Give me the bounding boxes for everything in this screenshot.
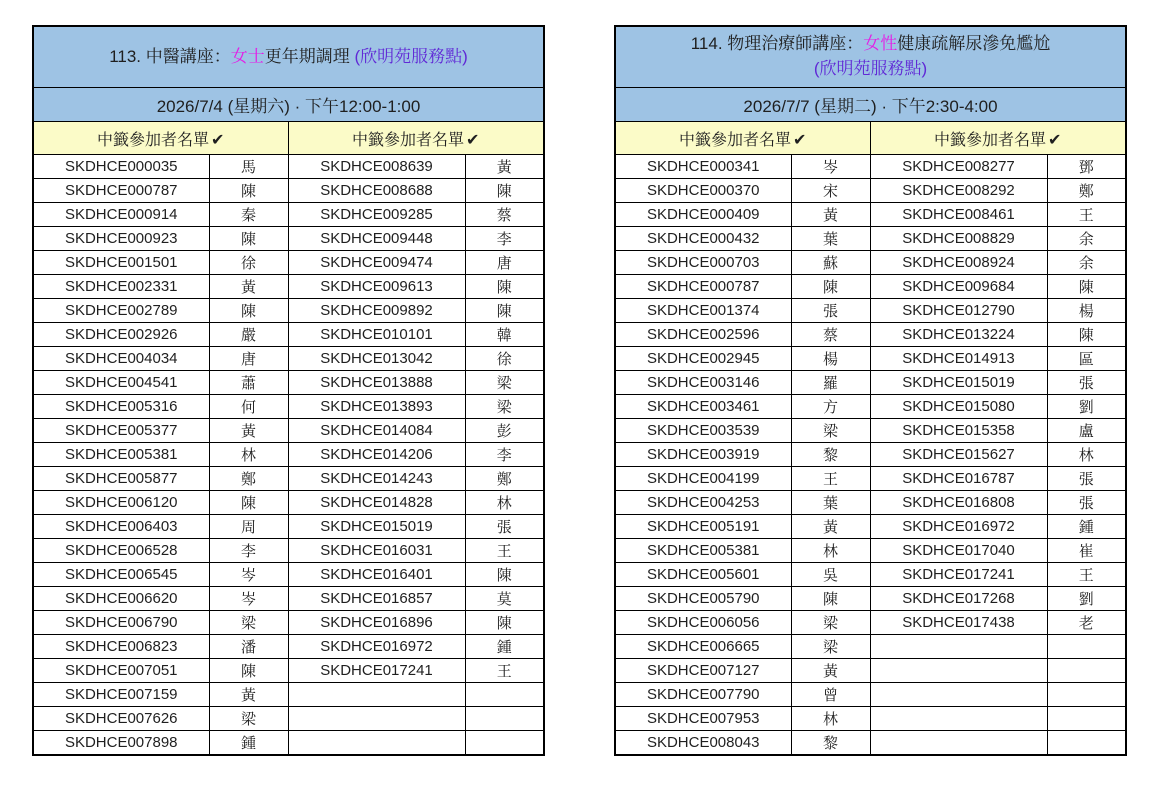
table-row xyxy=(615,683,1126,707)
participant-id-cell: SKDHCE005877 xyxy=(33,467,209,491)
participant-surname-cell xyxy=(1047,659,1126,683)
participant-id-cell: SKDHCE000370 xyxy=(615,179,791,203)
table-row xyxy=(615,587,1126,611)
participant-surname-cell: 區 xyxy=(1047,347,1126,371)
participant-id-cell: SKDHCE015080 xyxy=(870,395,1047,419)
participant-surname-cell: 梁 xyxy=(465,395,544,419)
table-row xyxy=(615,227,1126,251)
lecture-title xyxy=(33,26,544,88)
check-icon: ✔ xyxy=(1048,131,1062,149)
participant-id-cell: SKDHCE003919 xyxy=(615,443,791,467)
title-segment: (欣明苑服務點) xyxy=(354,46,468,66)
title-row xyxy=(615,26,1126,88)
table-row xyxy=(615,515,1126,539)
participant-surname-cell xyxy=(465,731,544,755)
participant-surname-cell: 陳 xyxy=(209,227,288,251)
participant-id-cell: SKDHCE017438 xyxy=(870,611,1047,635)
table-row xyxy=(33,275,544,299)
participant-surname-cell: 余 xyxy=(1047,227,1126,251)
table-row xyxy=(33,467,544,491)
participant-surname-cell: 嚴 xyxy=(209,323,288,347)
participant-id-cell: SKDHCE001374 xyxy=(615,299,791,323)
participant-surname-cell: 梁 xyxy=(465,371,544,395)
participant-surname-cell: 黃 xyxy=(791,203,870,227)
title-segment: 健康疏解尿滲免尷尬 xyxy=(897,34,1051,54)
participant-id-cell: SKDHCE014243 xyxy=(288,467,465,491)
participant-id-cell: SKDHCE006823 xyxy=(33,635,209,659)
column-header-label: 中籤參加者名單 xyxy=(679,131,792,149)
participant-id-cell: SKDHCE008924 xyxy=(870,251,1047,275)
datetime-row xyxy=(33,88,544,122)
table-row xyxy=(33,155,544,179)
title-segment: (欣明苑服務點) xyxy=(813,59,928,78)
participant-id-cell: SKDHCE000341 xyxy=(615,155,791,179)
participant-id-cell: SKDHCE016972 xyxy=(288,635,465,659)
participant-surname-cell: 陳 xyxy=(791,275,870,299)
participant-surname-cell: 韓 xyxy=(465,323,544,347)
participant-id-cell: SKDHCE013042 xyxy=(288,347,465,371)
participant-surname-cell: 陳 xyxy=(209,491,288,515)
participant-surname-cell: 陳 xyxy=(1047,275,1126,299)
participant-surname-cell: 鄭 xyxy=(1047,179,1126,203)
participant-surname-cell: 林 xyxy=(791,539,870,563)
participant-surname-cell: 李 xyxy=(209,539,288,563)
participant-id-cell: SKDHCE009285 xyxy=(288,203,465,227)
participant-id-cell: SKDHCE008639 xyxy=(288,155,465,179)
participant-surname-cell: 陳 xyxy=(465,611,544,635)
participant-id-cell: SKDHCE002331 xyxy=(33,275,209,299)
table-row xyxy=(615,275,1126,299)
participant-id-cell: SKDHCE007790 xyxy=(615,683,791,707)
participant-id-cell: SKDHCE006545 xyxy=(33,563,209,587)
participant-surname-cell: 黃 xyxy=(465,155,544,179)
table-row xyxy=(33,251,544,275)
participant-id-cell xyxy=(288,707,465,731)
table-row xyxy=(33,227,544,251)
participant-id-cell: SKDHCE007127 xyxy=(615,659,791,683)
table-row xyxy=(33,203,544,227)
participant-surname-cell: 黃 xyxy=(791,659,870,683)
participant-surname-cell: 宋 xyxy=(791,179,870,203)
participant-id-cell: SKDHCE016857 xyxy=(288,587,465,611)
table-row xyxy=(33,707,544,731)
table-row xyxy=(33,419,544,443)
participant-id-cell: SKDHCE000432 xyxy=(615,227,791,251)
participant-id-cell: SKDHCE007953 xyxy=(615,707,791,731)
participant-id-cell: SKDHCE006528 xyxy=(33,539,209,563)
participant-id-cell: SKDHCE016401 xyxy=(288,563,465,587)
table-row xyxy=(615,155,1126,179)
title-segment: 114. 物理治療師講座： xyxy=(690,34,864,54)
participant-id-cell: SKDHCE008292 xyxy=(870,179,1047,203)
participant-id-cell: SKDHCE012790 xyxy=(870,299,1047,323)
table-row xyxy=(33,395,544,419)
participant-surname-cell: 王 xyxy=(465,659,544,683)
table-row xyxy=(33,683,544,707)
table-row xyxy=(33,731,544,755)
participant-surname-cell: 何 xyxy=(209,395,288,419)
participant-id-cell: SKDHCE013888 xyxy=(288,371,465,395)
participant-id-cell: SKDHCE005790 xyxy=(615,587,791,611)
participant-surname-cell: 潘 xyxy=(209,635,288,659)
participant-id-cell: SKDHCE014828 xyxy=(288,491,465,515)
participant-surname-cell: 陳 xyxy=(209,299,288,323)
participant-id-cell xyxy=(288,731,465,755)
table-row xyxy=(33,443,544,467)
participant-surname-cell: 梁 xyxy=(791,419,870,443)
lecture-title-text xyxy=(616,32,1125,81)
table-row xyxy=(615,371,1126,395)
participant-id-cell xyxy=(288,683,465,707)
participant-id-cell: SKDHCE002926 xyxy=(33,323,209,347)
participant-id-cell xyxy=(870,707,1047,731)
participant-id-cell: SKDHCE009474 xyxy=(288,251,465,275)
participant-id-cell: SKDHCE004541 xyxy=(33,371,209,395)
participant-surname-cell xyxy=(1047,731,1126,755)
participant-surname-cell: 黃 xyxy=(209,419,288,443)
column-header xyxy=(33,122,288,155)
participant-id-cell: SKDHCE000035 xyxy=(33,155,209,179)
participant-id-cell: SKDHCE004199 xyxy=(615,467,791,491)
title-segment: 女士 xyxy=(230,46,265,66)
check-icon: ✔ xyxy=(466,131,480,149)
participant-id-cell: SKDHCE016787 xyxy=(870,467,1047,491)
column-header-row xyxy=(615,122,1126,155)
participant-surname-cell: 岑 xyxy=(791,155,870,179)
participant-surname-cell xyxy=(465,707,544,731)
participant-id-cell: SKDHCE016808 xyxy=(870,491,1047,515)
participant-surname-cell: 岑 xyxy=(209,587,288,611)
participant-id-cell: SKDHCE008688 xyxy=(288,179,465,203)
participant-id-cell: SKDHCE006620 xyxy=(33,587,209,611)
participant-id-cell: SKDHCE013224 xyxy=(870,323,1047,347)
check-icon: ✔ xyxy=(211,131,225,149)
participant-surname-cell: 盧 xyxy=(1047,419,1126,443)
participant-surname-cell: 劉 xyxy=(1047,395,1126,419)
participant-surname-cell: 王 xyxy=(465,539,544,563)
participant-id-cell: SKDHCE014913 xyxy=(870,347,1047,371)
participant-surname-cell: 蔡 xyxy=(465,203,544,227)
participant-id-cell: SKDHCE005191 xyxy=(615,515,791,539)
participant-surname-cell: 王 xyxy=(1047,563,1126,587)
participant-surname-cell: 陳 xyxy=(465,299,544,323)
lecture-title-text xyxy=(34,45,543,70)
table-row xyxy=(33,371,544,395)
participant-id-cell: SKDHCE002945 xyxy=(615,347,791,371)
participant-surname-cell: 陳 xyxy=(209,179,288,203)
participants-table xyxy=(614,25,1127,756)
participant-surname-cell: 徐 xyxy=(465,347,544,371)
participant-id-cell: SKDHCE014206 xyxy=(288,443,465,467)
table-row xyxy=(615,419,1126,443)
participant-id-cell: SKDHCE008043 xyxy=(615,731,791,755)
participant-surname-cell: 秦 xyxy=(209,203,288,227)
participant-id-cell: SKDHCE016896 xyxy=(288,611,465,635)
lecture-114-table xyxy=(614,25,1125,756)
participant-id-cell: SKDHCE017268 xyxy=(870,587,1047,611)
column-header-label: 中籤參加者名單 xyxy=(934,131,1047,149)
participant-surname-cell: 鄭 xyxy=(465,467,544,491)
participant-surname-cell xyxy=(1047,683,1126,707)
participant-id-cell: SKDHCE002596 xyxy=(615,323,791,347)
participant-surname-cell: 林 xyxy=(465,491,544,515)
participant-surname-cell: 鍾 xyxy=(465,635,544,659)
participant-surname-cell: 方 xyxy=(791,395,870,419)
participant-surname-cell: 陳 xyxy=(791,587,870,611)
participant-id-cell: SKDHCE017040 xyxy=(870,539,1047,563)
table-row xyxy=(33,563,544,587)
participant-id-cell: SKDHCE003539 xyxy=(615,419,791,443)
participant-id-cell xyxy=(870,635,1047,659)
participant-surname-cell: 蘇 xyxy=(791,251,870,275)
participants-body xyxy=(33,155,544,755)
table-row xyxy=(615,611,1126,635)
participant-surname-cell: 梁 xyxy=(209,611,288,635)
participant-surname-cell: 周 xyxy=(209,515,288,539)
table-row xyxy=(33,347,544,371)
participant-id-cell: SKDHCE015019 xyxy=(288,515,465,539)
participant-surname-cell: 梁 xyxy=(791,611,870,635)
participant-id-cell xyxy=(870,683,1047,707)
column-header-row xyxy=(33,122,544,155)
participant-id-cell: SKDHCE007898 xyxy=(33,731,209,755)
participant-surname-cell: 張 xyxy=(1047,491,1126,515)
participant-id-cell: SKDHCE009448 xyxy=(288,227,465,251)
participant-surname-cell: 余 xyxy=(1047,251,1126,275)
participant-id-cell: SKDHCE007159 xyxy=(33,683,209,707)
participant-surname-cell: 陳 xyxy=(465,563,544,587)
participant-surname-cell: 蕭 xyxy=(209,371,288,395)
participant-surname-cell: 劉 xyxy=(1047,587,1126,611)
table-row xyxy=(615,251,1126,275)
participant-surname-cell: 張 xyxy=(465,515,544,539)
participant-surname-cell: 楊 xyxy=(791,347,870,371)
participant-id-cell: SKDHCE005316 xyxy=(33,395,209,419)
table-row xyxy=(33,635,544,659)
participant-surname-cell: 李 xyxy=(465,443,544,467)
participant-surname-cell: 蔡 xyxy=(791,323,870,347)
table-row xyxy=(615,659,1126,683)
table-row xyxy=(33,587,544,611)
table-row xyxy=(615,323,1126,347)
title-segment: 更年期調理 xyxy=(264,46,355,66)
participant-id-cell: SKDHCE006790 xyxy=(33,611,209,635)
participant-surname-cell: 梁 xyxy=(791,635,870,659)
participant-id-cell: SKDHCE017241 xyxy=(870,563,1047,587)
participant-surname-cell: 王 xyxy=(1047,203,1126,227)
participant-surname-cell: 鍾 xyxy=(1047,515,1126,539)
table-row xyxy=(615,539,1126,563)
participant-id-cell: SKDHCE006056 xyxy=(615,611,791,635)
participant-surname-cell xyxy=(1047,635,1126,659)
table-row xyxy=(33,611,544,635)
participant-id-cell: SKDHCE005381 xyxy=(33,443,209,467)
participant-id-cell: SKDHCE003461 xyxy=(615,395,791,419)
table-row xyxy=(615,563,1126,587)
participant-surname-cell: 張 xyxy=(1047,467,1126,491)
participant-id-cell: SKDHCE013893 xyxy=(288,395,465,419)
participant-surname-cell: 鄧 xyxy=(1047,155,1126,179)
participant-surname-cell: 崔 xyxy=(1047,539,1126,563)
table-row xyxy=(615,179,1126,203)
participant-surname-cell: 羅 xyxy=(791,371,870,395)
title-segment: 女性 xyxy=(863,34,898,54)
participants-body xyxy=(615,155,1126,755)
participants-table xyxy=(32,25,545,756)
participant-surname-cell: 彭 xyxy=(465,419,544,443)
table-row xyxy=(615,731,1126,755)
table-row xyxy=(615,347,1126,371)
lecture-113-table xyxy=(32,25,542,756)
participant-id-cell: SKDHCE015019 xyxy=(870,371,1047,395)
participant-surname-cell: 岑 xyxy=(209,563,288,587)
participant-id-cell: SKDHCE009613 xyxy=(288,275,465,299)
participant-surname-cell: 王 xyxy=(791,467,870,491)
participant-surname-cell: 張 xyxy=(1047,371,1126,395)
table-row xyxy=(615,299,1126,323)
lecture-datetime: 2026/7/7 (星期二) · 下午2:30-4:00 xyxy=(615,88,1126,122)
table-row xyxy=(33,539,544,563)
table-row xyxy=(615,203,1126,227)
participant-surname-cell: 葉 xyxy=(791,227,870,251)
participant-id-cell: SKDHCE007051 xyxy=(33,659,209,683)
participant-id-cell: SKDHCE005381 xyxy=(615,539,791,563)
participant-id-cell: SKDHCE005377 xyxy=(33,419,209,443)
participant-surname-cell: 梁 xyxy=(209,707,288,731)
table-row xyxy=(33,323,544,347)
participant-surname-cell: 鄭 xyxy=(209,467,288,491)
participant-id-cell xyxy=(870,659,1047,683)
table-row xyxy=(33,515,544,539)
participant-id-cell: SKDHCE007626 xyxy=(33,707,209,731)
participant-id-cell: SKDHCE015358 xyxy=(870,419,1047,443)
participant-id-cell: SKDHCE016972 xyxy=(870,515,1047,539)
column-header xyxy=(870,122,1126,155)
participant-id-cell: SKDHCE006120 xyxy=(33,491,209,515)
participant-surname-cell xyxy=(1047,707,1126,731)
participant-surname-cell: 吳 xyxy=(791,563,870,587)
participant-id-cell: SKDHCE000787 xyxy=(615,275,791,299)
column-header-label: 中籤參加者名單 xyxy=(97,131,210,149)
participant-surname-cell: 黎 xyxy=(791,443,870,467)
participant-surname-cell: 陳 xyxy=(465,179,544,203)
participant-surname-cell: 黃 xyxy=(209,683,288,707)
participant-surname-cell: 莫 xyxy=(465,587,544,611)
table-row xyxy=(33,179,544,203)
participant-id-cell: SKDHCE000409 xyxy=(615,203,791,227)
participant-id-cell: SKDHCE009892 xyxy=(288,299,465,323)
table-row xyxy=(615,707,1126,731)
participant-id-cell: SKDHCE006403 xyxy=(33,515,209,539)
participant-surname-cell: 陳 xyxy=(465,275,544,299)
table-row xyxy=(615,467,1126,491)
participant-surname-cell: 葉 xyxy=(791,491,870,515)
participant-surname-cell: 林 xyxy=(209,443,288,467)
table-row xyxy=(615,491,1126,515)
participant-surname-cell: 黃 xyxy=(209,275,288,299)
participant-surname-cell: 馬 xyxy=(209,155,288,179)
table-row xyxy=(615,443,1126,467)
participant-surname-cell: 陳 xyxy=(209,659,288,683)
table-row xyxy=(33,491,544,515)
participant-id-cell: SKDHCE014084 xyxy=(288,419,465,443)
column-header-label: 中籤參加者名單 xyxy=(352,131,465,149)
participant-id-cell: SKDHCE004034 xyxy=(33,347,209,371)
participant-surname-cell: 陳 xyxy=(1047,323,1126,347)
check-icon: ✔ xyxy=(793,131,807,149)
participant-id-cell: SKDHCE017241 xyxy=(288,659,465,683)
participant-id-cell: SKDHCE010101 xyxy=(288,323,465,347)
column-header xyxy=(615,122,870,155)
participant-surname-cell: 黃 xyxy=(791,515,870,539)
participant-id-cell: SKDHCE006665 xyxy=(615,635,791,659)
participant-id-cell: SKDHCE016031 xyxy=(288,539,465,563)
participant-surname-cell: 張 xyxy=(791,299,870,323)
participant-id-cell: SKDHCE008277 xyxy=(870,155,1047,179)
participant-id-cell: SKDHCE005601 xyxy=(615,563,791,587)
participant-id-cell xyxy=(870,731,1047,755)
participant-id-cell: SKDHCE000787 xyxy=(33,179,209,203)
title-segment: 113. 中醫講座： xyxy=(109,46,231,66)
participant-id-cell: SKDHCE000923 xyxy=(33,227,209,251)
participant-surname-cell: 徐 xyxy=(209,251,288,275)
column-header xyxy=(288,122,544,155)
participant-id-cell: SKDHCE004253 xyxy=(615,491,791,515)
table-row xyxy=(33,299,544,323)
participant-surname-cell: 楊 xyxy=(1047,299,1126,323)
participant-surname-cell: 老 xyxy=(1047,611,1126,635)
participant-id-cell: SKDHCE002789 xyxy=(33,299,209,323)
title-row xyxy=(33,26,544,88)
participant-id-cell: SKDHCE000703 xyxy=(615,251,791,275)
participant-id-cell: SKDHCE008829 xyxy=(870,227,1047,251)
participant-surname-cell: 黎 xyxy=(791,731,870,755)
table-row xyxy=(615,395,1126,419)
participant-surname-cell xyxy=(465,683,544,707)
participant-surname-cell: 唐 xyxy=(209,347,288,371)
participant-id-cell: SKDHCE009684 xyxy=(870,275,1047,299)
table-row xyxy=(615,635,1126,659)
participant-surname-cell: 林 xyxy=(1047,443,1126,467)
participant-id-cell: SKDHCE000914 xyxy=(33,203,209,227)
participant-surname-cell: 唐 xyxy=(465,251,544,275)
participant-id-cell: SKDHCE003146 xyxy=(615,371,791,395)
participant-surname-cell: 林 xyxy=(791,707,870,731)
datetime-row xyxy=(615,88,1126,122)
participant-surname-cell: 曾 xyxy=(791,683,870,707)
participant-id-cell: SKDHCE008461 xyxy=(870,203,1047,227)
lecture-datetime: 2026/7/4 (星期六) · 下午12:00-1:00 xyxy=(33,88,544,122)
participant-surname-cell: 李 xyxy=(465,227,544,251)
participant-id-cell: SKDHCE001501 xyxy=(33,251,209,275)
table-row xyxy=(33,659,544,683)
participant-surname-cell: 鍾 xyxy=(209,731,288,755)
participant-id-cell: SKDHCE015627 xyxy=(870,443,1047,467)
lecture-title xyxy=(615,26,1126,88)
